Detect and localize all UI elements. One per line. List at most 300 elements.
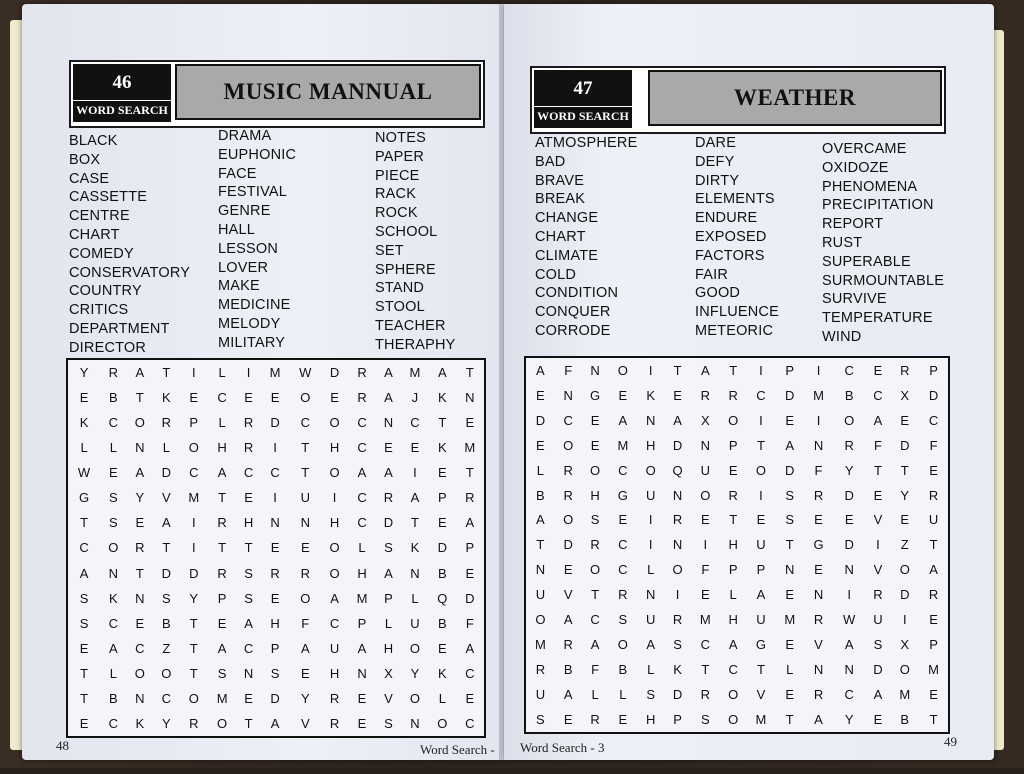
grid-letter: M [216, 690, 228, 706]
grid-letter: U [329, 640, 340, 656]
grid-row [526, 557, 948, 582]
grid-row [68, 711, 484, 736]
word-list-item: CASE [69, 170, 110, 187]
grid-letter: B [536, 487, 545, 503]
word-list-item: OXIDOZE [822, 159, 889, 176]
grid-letter: E [900, 512, 910, 528]
grid-letter: V [873, 562, 883, 578]
grid-letter: B [563, 662, 573, 678]
grid-letter: S [785, 512, 795, 528]
grid-letter: T [873, 462, 882, 478]
grid-letter: E [357, 690, 367, 706]
word-list-item: EUPHONIC [218, 146, 297, 163]
grid-letter: M [755, 711, 767, 727]
word-list-item: REPORT [822, 216, 884, 233]
word-list-item: CASSETTE [69, 189, 148, 206]
grid-letter: D [672, 437, 683, 453]
grid-letter: Y [410, 665, 420, 681]
grid-letter: O [108, 540, 119, 556]
grid-letter: R [563, 637, 573, 653]
grid-letter: O [409, 690, 420, 706]
grid-letter: S [244, 565, 253, 581]
grid-letter: C [270, 465, 280, 481]
grid-letter: K [162, 390, 171, 406]
grid-letter: U [873, 612, 883, 628]
word-list-item: COUNTRY [69, 283, 142, 300]
grid-letter: R [672, 512, 683, 528]
grid-letter: T [465, 365, 474, 381]
grid-letter: T [162, 365, 171, 381]
grid-letter: Y [189, 590, 199, 606]
grid-letter: H [329, 515, 340, 531]
grid-row [526, 408, 948, 433]
grid-letter: I [413, 465, 417, 481]
grid-letter: N [135, 440, 145, 456]
grid-letter: E [618, 387, 628, 403]
grid-letter: C [135, 640, 145, 656]
grid-letter: C [357, 515, 367, 531]
grid-letter: I [273, 490, 277, 506]
grid-letter: T [929, 711, 938, 727]
grid-letter: L [729, 587, 737, 603]
word-list-item: SET [375, 242, 404, 259]
grid-row [68, 460, 484, 485]
book-edge-right [994, 30, 1004, 750]
grid-letter: F [701, 562, 710, 578]
grid-letter: P [438, 490, 447, 506]
word-list-item: DARE [695, 135, 737, 151]
word-list-item: INFLUENCE [695, 304, 779, 321]
grid-letter: L [109, 665, 117, 681]
grid-letter: E [873, 711, 883, 727]
grid-letter: O [329, 465, 340, 481]
word-list-item: WIND [822, 328, 862, 345]
grid-letter: A [873, 686, 883, 702]
grid-letter: S [590, 512, 600, 528]
grid-letter: T [135, 390, 144, 406]
grid-row [68, 410, 484, 435]
grid-letter: I [759, 487, 763, 503]
grid-row [526, 707, 948, 732]
grid-letter: N [535, 562, 546, 578]
puzzle-number: 47 [573, 78, 593, 99]
grid-letter: O [728, 686, 739, 702]
grid-letter: A [384, 565, 393, 581]
word-list-item: BLACK [69, 133, 118, 149]
grid-letter: A [109, 640, 118, 656]
grid-letter: R [563, 462, 573, 478]
word-list-item: FACE [218, 165, 257, 182]
grid-letter: M [784, 612, 796, 628]
grid-letter: G [755, 637, 767, 653]
grid-letter: H [645, 437, 656, 453]
grid-letter: P [756, 562, 766, 578]
grid-letter: N [785, 562, 795, 578]
grid-letter: M [409, 365, 421, 381]
grid-letter: N [844, 562, 854, 578]
grid-letter: L [536, 462, 544, 478]
grid-letter: E [135, 615, 145, 631]
grid-letter: E [465, 415, 475, 431]
grid-letter: O [899, 562, 910, 578]
grid-letter: N [135, 590, 145, 606]
page-footer: Word Search - 3 [420, 742, 495, 773]
grid-letter: E [109, 465, 118, 481]
page-footer: Word Search - 3 [520, 740, 605, 755]
grid-letter: D [161, 465, 172, 481]
grid-letter: R [535, 662, 546, 678]
grid-letter: S [162, 590, 171, 606]
grid-letter: N [700, 437, 711, 453]
grid-letter: C [357, 415, 367, 431]
grid-letter: I [648, 537, 653, 553]
grid-letter: T [536, 537, 545, 553]
grid-letter: E [873, 362, 883, 378]
word-list-item: LOVER [218, 259, 269, 276]
grid-letter: N [243, 665, 254, 681]
grid-letter: R [465, 490, 475, 506]
grid-letter: S [384, 715, 393, 731]
puzzle-title-box [175, 64, 481, 120]
grid-letter: L [647, 662, 655, 678]
grid-letter: N [672, 487, 683, 503]
grid-letter: E [785, 686, 795, 702]
grid-letter: O [134, 415, 145, 431]
grid-letter: T [244, 715, 253, 731]
grid-letter: R [728, 387, 738, 403]
grid-letter: C [844, 686, 854, 702]
grid-letter: I [273, 440, 277, 456]
grid-letter: U [645, 487, 656, 503]
grid-letter: R [700, 387, 711, 403]
grid-letter: Y [79, 365, 89, 381]
grid-letter: R [217, 565, 227, 581]
grid-letter: L [162, 440, 170, 456]
word-list-column-1 [535, 134, 637, 341]
grid-letter: E [410, 440, 420, 456]
grid-letter: T [80, 665, 89, 681]
grid-letter: C [465, 665, 475, 681]
grid-letter: D [465, 590, 475, 606]
grid-letter: M [813, 387, 824, 403]
grid-letter: G [813, 537, 824, 553]
grid-letter: H [243, 515, 254, 531]
word-list-item: CRITICS [69, 302, 129, 319]
grid-letter: I [191, 515, 196, 531]
grid-letter: C [357, 440, 367, 456]
grid-letter: D [437, 540, 448, 556]
word-list-item: COMEDY [69, 245, 134, 262]
grid-letter: M [269, 365, 281, 381]
grid-letter: Q [437, 590, 448, 606]
grid-letter: A [270, 715, 280, 731]
grid-letter: Y [135, 490, 145, 506]
grid-letter: E [438, 640, 447, 656]
grid-letter: T [465, 465, 474, 481]
grid-letter: E [701, 587, 710, 603]
grid-letter: N [590, 362, 600, 378]
grid-letter: Y [844, 711, 854, 727]
grid-row [526, 657, 948, 682]
grid-letter: T [785, 711, 794, 727]
grid-letter: N [465, 390, 475, 406]
grid-letter: E [270, 540, 280, 556]
grid-letter: C [357, 490, 367, 506]
grid-letter: V [162, 490, 171, 506]
grid-letter: T [591, 587, 600, 603]
grid-letter: A [785, 437, 795, 453]
grid-letter: P [728, 437, 738, 453]
grid-letter: I [876, 537, 880, 553]
grid-letter: T [135, 565, 144, 581]
grid-letter: T [929, 537, 938, 553]
word-list-item: GOOD [695, 285, 741, 302]
grid-letter: E [465, 690, 475, 706]
grid-letter: D [928, 387, 939, 403]
grid-letter: Y [844, 462, 854, 478]
grid-letter: E [270, 390, 280, 406]
grid-letter: U [410, 615, 420, 631]
grid-letter: T [189, 665, 198, 681]
grid-letter: A [536, 362, 545, 378]
grid-letter: R [590, 537, 600, 553]
word-list-item: RUST [822, 234, 863, 251]
grid-letter: B [109, 390, 118, 406]
grid-letter: I [703, 537, 708, 553]
grid-letter: R [928, 587, 939, 603]
grid-row [526, 483, 948, 508]
grid-letter: O [563, 437, 574, 453]
word-list-item: FACTORS [695, 247, 765, 264]
grid-letter: L [591, 686, 599, 702]
grid-letter: O [300, 590, 311, 606]
grid-letter: E [300, 665, 310, 681]
grid-letter: C [618, 462, 628, 478]
grid-letter: W [843, 612, 856, 628]
grid-letter: F [929, 437, 938, 453]
word-list-item: PRECIPITATION [822, 197, 934, 214]
grid-letter: E [873, 487, 883, 503]
grid-letter: E [79, 390, 89, 406]
grid-letter: C [618, 562, 628, 578]
grid-letter: T [80, 690, 89, 706]
grid-letter: A [384, 465, 393, 481]
grid-letter: I [246, 365, 251, 381]
grid-letter: Y [900, 487, 910, 503]
word-list-item: LESSON [218, 240, 279, 257]
grid-letter: E [844, 512, 854, 528]
grid-letter: O [535, 612, 546, 628]
grid-letter: O [563, 512, 574, 528]
grid-letter: O [589, 462, 601, 478]
grid-letter: N [813, 437, 824, 453]
grid-letter: E [330, 390, 339, 406]
word-list-item: STOOL [375, 299, 425, 316]
grid-letter: I [675, 587, 680, 603]
grid-letter: E [590, 437, 600, 453]
grid-letter: T [189, 640, 198, 656]
word-list-item: CHANGE [535, 210, 599, 227]
grid-letter: Y [300, 690, 310, 706]
word-list-item: SCHOOL [375, 223, 438, 240]
grid-letter: A [618, 412, 628, 428]
grid-letter: V [300, 715, 310, 731]
grid-letter: C [300, 415, 310, 431]
grid-letter: O [728, 711, 739, 727]
right-page [504, 4, 994, 760]
grid-letter: Q [672, 462, 683, 478]
grid-letter: I [648, 362, 653, 378]
grid-letter: S [384, 540, 393, 556]
grid-letter: A [217, 465, 227, 481]
grid-letter: M [928, 662, 939, 678]
grid-letter: B [900, 711, 910, 727]
grid-letter: H [329, 440, 340, 456]
grid-letter: E [244, 390, 253, 406]
grid-letter: T [301, 465, 310, 481]
word-list-item: CONDITION [535, 285, 619, 302]
grid-letter: E [244, 490, 253, 506]
word-list-item: MELODY [218, 315, 281, 332]
grid-letter: F [873, 437, 882, 453]
grid-letter: V [384, 690, 393, 706]
word-list-item: COLD [535, 266, 577, 283]
grid-letter: D [189, 565, 199, 581]
grid-letter: C [189, 465, 199, 481]
word-list-item: GENRE [218, 203, 271, 220]
puzzle-header [69, 60, 485, 128]
grid-letter: P [673, 711, 682, 727]
grid-letter: N [270, 515, 280, 531]
grid-letter: E [536, 437, 545, 453]
grid-letter: K [410, 540, 420, 556]
puzzle-type-label: WORD SEARCH [73, 100, 171, 118]
puzzle-title: WEATHER [734, 85, 856, 110]
word-list-item: CONSERVATORY [69, 264, 191, 281]
grid-letter: R [217, 515, 227, 531]
grid-letter: W [77, 465, 91, 481]
grid-letter: N [410, 565, 420, 581]
grid-letter: P [384, 590, 393, 606]
word-list-item: NOTES [375, 130, 426, 146]
grid-letter: N [410, 715, 420, 731]
left-page [22, 4, 502, 773]
grid-letter: K [646, 387, 656, 403]
grid-letter: O [700, 487, 711, 503]
grid-letter: H [270, 615, 280, 631]
grid-letter: N [357, 665, 367, 681]
grid-letter: E [189, 390, 199, 406]
grid-letter: O [617, 362, 628, 378]
word-list-item: DEPARTMENT [69, 320, 170, 337]
grid-letter: D [672, 686, 683, 702]
grid-letter: E [728, 462, 738, 478]
word-list-item: DRAMA [218, 128, 272, 144]
grid-letter: M [188, 490, 200, 506]
grid-letter: S [217, 665, 227, 681]
grid-row [68, 510, 484, 535]
grid-letter: E [79, 640, 89, 656]
grid-letter: U [645, 612, 656, 628]
grid-letter: O [409, 640, 420, 656]
grid-letter: R [357, 365, 367, 381]
grid-letter: R [270, 565, 280, 581]
grid-row [68, 661, 484, 686]
grid-letter: O [899, 662, 910, 678]
grid-letter: N [645, 412, 656, 428]
grid-letter: E [270, 590, 280, 606]
grid-row [68, 636, 484, 661]
grid-letter: A [756, 587, 766, 603]
grid-letter: C [873, 387, 883, 403]
grid-letter: A [410, 490, 420, 506]
grid-letter: A [438, 365, 447, 381]
grid-letter: C [844, 362, 854, 378]
grid-letter: S [536, 711, 545, 727]
grid-letter: O [300, 390, 311, 406]
word-list-item: CLIMATE [535, 247, 599, 264]
grid-letter: C [108, 715, 119, 731]
book-edge-left [10, 20, 22, 750]
grid-letter: A [563, 612, 573, 628]
grid-letter: U [756, 612, 766, 628]
grid-letter: P [189, 415, 199, 431]
grid-letter: N [563, 387, 573, 403]
grid-letter: A [357, 465, 367, 481]
grid-letter: E [217, 615, 227, 631]
grid-letter: O [437, 715, 448, 731]
grid-letter: S [646, 686, 656, 702]
grid-letter: E [785, 412, 795, 428]
grid-letter: E [785, 637, 795, 653]
page-number: 48 [56, 738, 69, 753]
grid-letter: E [438, 465, 447, 481]
grid-letter: R [357, 390, 367, 406]
word-list-item: CHART [535, 228, 586, 245]
grid-letter: D [900, 587, 910, 603]
grid-letter: E [785, 587, 795, 603]
grid-letter: A [244, 615, 253, 631]
grid-row [68, 586, 484, 611]
grid-letter: K [79, 415, 89, 431]
grid-letter: A [590, 637, 600, 653]
grid-letter: R [618, 587, 628, 603]
grid-letter: R [844, 437, 854, 453]
grid-letter: H [217, 440, 227, 456]
grid-letter: A [357, 640, 367, 656]
grid-letter: X [701, 412, 710, 428]
grid-letter: K [135, 715, 145, 731]
word-list-item: BAD [535, 153, 566, 170]
grid-letter: V [563, 587, 573, 603]
grid-letter: D [873, 662, 883, 678]
grid-letter: X [900, 637, 910, 653]
grid-letter: K [438, 665, 447, 681]
grid-letter: B [618, 662, 628, 678]
grid-letter: S [244, 590, 253, 606]
word-list-item: SURVIVE [822, 291, 887, 308]
grid-letter: M [534, 637, 546, 653]
grid-letter: C [618, 537, 628, 553]
word-list-item: PIECE [375, 167, 420, 184]
word-list-item: FAIR [695, 266, 729, 283]
grid-letter: S [109, 515, 118, 531]
grid-letter: U [700, 462, 711, 478]
grid-row [526, 458, 948, 483]
grid-letter: R [243, 415, 254, 431]
grid-letter: E [929, 612, 938, 628]
grid-letter: E [900, 412, 910, 428]
